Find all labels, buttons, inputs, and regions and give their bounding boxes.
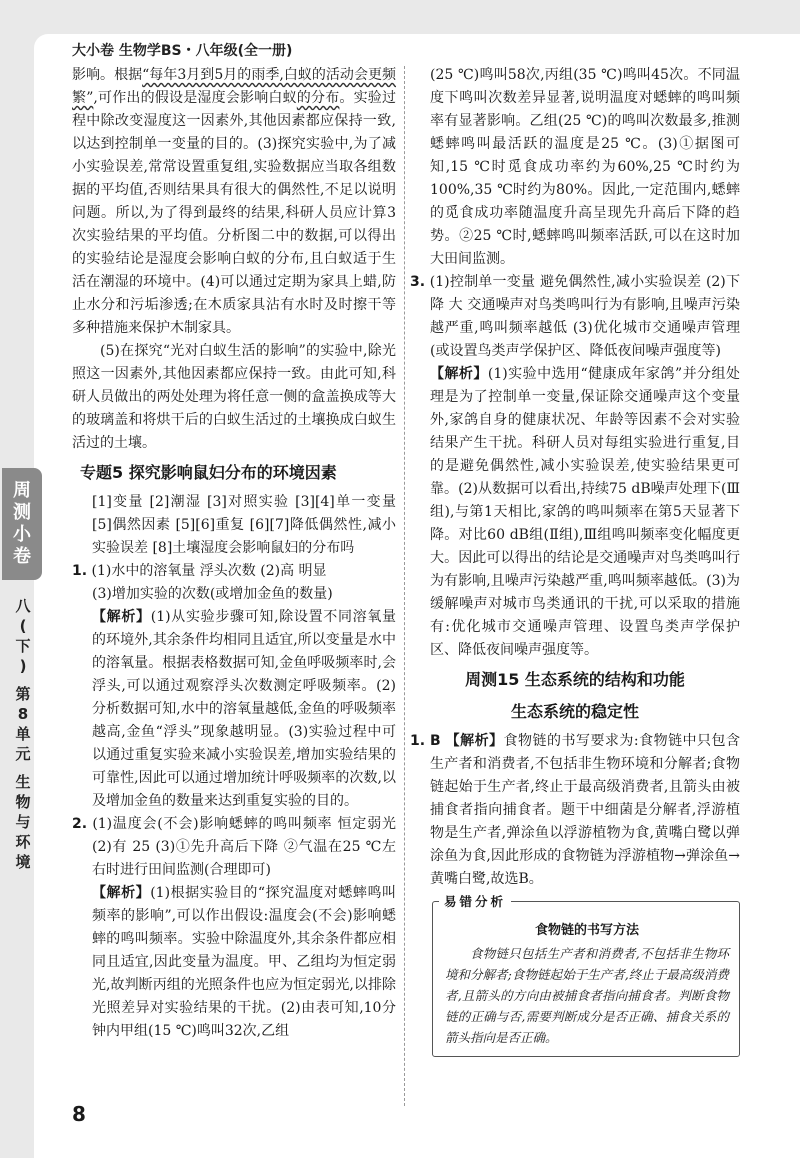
- error-analysis-tag: 易错分析: [439, 891, 511, 912]
- error-analysis-title: 食物链的书写方法: [534, 923, 639, 938]
- subject-char: 环: [15, 833, 31, 851]
- error-analysis-box: [432, 894, 740, 1057]
- wavy-underline-text: “每年3月到5月的雨季,白蚁的活动会更频繁”: [72, 67, 397, 106]
- topic-5-title: 专题5 探究影响鼠妇分布的环境因素: [80, 463, 337, 482]
- question-2-answer: 2. (1)温度会(不会)影响蟋蟀的鸣叫频率 恒定弱光 (2)有 25 (3)①先升高后下降 ②气温在25 ℃左右时进行田间监测(合理即可): [72, 816, 396, 878]
- question-3-analysis: 【解析】(1)实验中选用“健康成年家鸽”并分组处理是为了控制单一变量,保证除交通噪声这个变量外,家鸽自身的健康状况、年龄等因素不会对实验结果产生干扰。科研人员对每组实验进行重复,目的是避免偶然性,减小实验误差,使实验结果更可靠。(2)从数据可以看出,持续75 dB噪声处理下(Ⅲ组),与第1天相比,家鸽的鸣叫频率在第5天显著下降。对比60 dB组(Ⅱ组),Ⅲ组鸣叫频率变化幅度更大。因此可以得出的结论是交通噪声对鸟类鸣叫行为有影响,且噪声污染越严重,鸣叫频率越低。(3)为缓解噪声对城市鸟类通讯的干扰,可以采取的措施有:优化城市交通噪声管理、设置鸟类声学保护区、降低夜间噪声强度等。: [430, 366, 740, 658]
- topic-5-answers: [1]变量 [2]潮湿 [3]对照实验 [3][4]单一变量 [5]偶然因素 [5][6]重复 [6][7]降低偶然性,减小实验误差 [8]土壤湿度会影响鼠妇的分布吗: [92, 494, 396, 556]
- wavy-underline-text: 的分布: [296, 90, 340, 106]
- question-1-answer-2: (3)增加实验的次数(或增加金鱼的数量): [92, 586, 333, 602]
- error-analysis-body: 食物链只包括生产者和消费者,不包括非生物环境和分解者;食物链起始于生产者,终止于最高级消费者,且箭头的方向由被捕食者指向捕食者。判断食物链的正确与否,需要判断成分是否正确、捕食关系的箭头指向是否正确。: [445, 946, 729, 1045]
- unit-char: 单: [15, 725, 31, 743]
- tab-char: 小: [13, 524, 31, 545]
- unit-char: 元: [15, 745, 31, 763]
- week-15-subtitle: 生态系统的稳定性: [510, 702, 639, 721]
- left-column: [72, 64, 396, 1043]
- paragraph-termite-1: 影响。根据“每年3月到5月的雨季,白蚁的活动会更频繁”,可作出的假设是湿度会影响白蚁的分布。实验过程中除改变湿度这一因素外,其他因素都应保持一致,以达到控制单一变量的目的。(3)探究实验中,为了减小实验误差,常常设置重复组,实验数据应当取各组数据的平均值,否则结果具有很大的偶然性,不足以说明问题。所以,为了得到最终的结果,科研人员应计算3次实验结果的平均值。分析图二中的数据,可以得出的实验结论是湿度会影响白蚁的分布,且白蚁适于生活在潮湿的环境中。(4)可以通过定期为家具上蜡,防止水分和污垢渗透;在木质家具沾有水时及时擦干等多种措施来保护木制家具。: [72, 67, 397, 336]
- sidebar: [0, 468, 54, 872]
- grade-char: ): [19, 657, 27, 675]
- subject-char: 物: [15, 793, 31, 811]
- question-1-analysis: 【解析】(1)从实验步骤可知,除设置不同溶氧量的环境外,其余条件均相同且适宜,所以变量是水中的溶氧量。根据表格数据可知,金鱼呼吸频率时,会浮头,可以通过观察浮头次数测定呼吸频率。(2)分析数据可知,水中的溶氧量越低,金鱼的呼吸频率越高,金鱼“浮头”现象越明显。(3)实验过程中可以通过重复实验来减小实验误差,增加实验结果的可靠性,因此可以通过增加统计呼吸频率的次数,以及增加金鱼的数量来达到重复实验的目的。: [92, 609, 397, 809]
- question-2-analysis: 【解析】(1)根据实验目的“探究温度对蟋蟀鸣叫频率的影响”,可以作出假设:温度会(不会)影响蟋蟀的鸣叫频率。实验中除温度外,其余条件都应相同且适宜,因此变量为温度。甲、乙组均为恒定弱光,故判断丙组的光照条件也应为恒定弱光,以排除光照差异对实验结果的干扰。(2)由表可知,10分钟内甲组(15 ℃)鸣叫32次,乙组: [92, 885, 396, 1039]
- grade-char: (: [19, 617, 27, 635]
- right-column: [410, 64, 740, 1057]
- sidebar-tab-weekly-test: [2, 468, 42, 580]
- page-header: 大小卷 生物学BS・八年级(全一册): [72, 43, 293, 59]
- week-15-question-1: 1. B 【解析】食物链的书写要求为:食物链中只包含生产者和消费者,不包括非生物环境和分解者;食物链起始于生产者,终止于最高级消费者,且箭头由被捕食者指向捕食者。题干中细菌是分解者,浮游植物是生产者,弹涂鱼以浮游植物为食,黄嘴白鹭以弹涂鱼为食,因此形成的食物链为浮游植物→弹涂鱼→黄嘴白鹭,故选B。: [410, 733, 741, 887]
- question-1-answer: 1. (1)水中的溶氧量 浮头次数 (2)高 明显: [72, 563, 327, 579]
- subject-char: 生: [15, 773, 31, 791]
- column-divider: [404, 66, 405, 1106]
- question-3-answer: 3. (1)控制单一变量 避免偶然性,减小实验误差 (2)下降 大 交通噪声对鸟类鸣叫行为有影响,且噪声污染越严重,鸣叫频率越低 (3)优化城市交通噪声管理(或设置鸟类声学保护区、降低夜间噪声强度等): [410, 274, 741, 359]
- tab-char: 测: [13, 502, 31, 523]
- page-number: 8: [72, 1102, 86, 1126]
- paragraph-termite-2: (5)在探究“光对白蚁生活的影响”的实验中,除光照这一因素外,其他因素都应保持一致。由此可知,科研人员做出的两处处理为将任意一侧的盒盖换成等大的玻璃盖和将烘干后的白蚁生活过的土壤换成白蚁生活过的土壤。: [72, 343, 396, 451]
- grade-char: 八: [15, 597, 31, 615]
- sidebar-unit-label: [6, 596, 40, 872]
- week-15-title: 周测15 生态系统的结构和功能: [465, 670, 685, 689]
- unit-char: 第: [15, 685, 31, 703]
- tab-char: 周: [13, 480, 31, 501]
- grade-char: 下: [15, 637, 31, 655]
- subject-char: 与: [15, 813, 31, 831]
- question-2-analysis-cont: (25 ℃)鸣叫58次,丙组(35 ℃)鸣叫45次。不同温度下鸣叫次数差异显著,说明温度对蟋蟀的鸣叫频率有显著影响。乙组(25 ℃)的鸣叫次数最多,推测蟋蟀鸣叫最活跃的温度是25 ℃。(3)①据图可知,15 ℃时觅食成功率约为60%,25 ℃时约为100%,35 ℃时约为80%。因此,一定范围内,蟋蟀的觅食成功率随温度升高呈现先升高后下降的趋势。②25 ℃时,蟋蟀鸣叫频率活跃,可以在这时加大田间监测。: [430, 67, 740, 267]
- subject-char: 境: [15, 853, 31, 871]
- unit-char: 8: [17, 705, 29, 723]
- tab-char: 卷: [13, 546, 31, 567]
